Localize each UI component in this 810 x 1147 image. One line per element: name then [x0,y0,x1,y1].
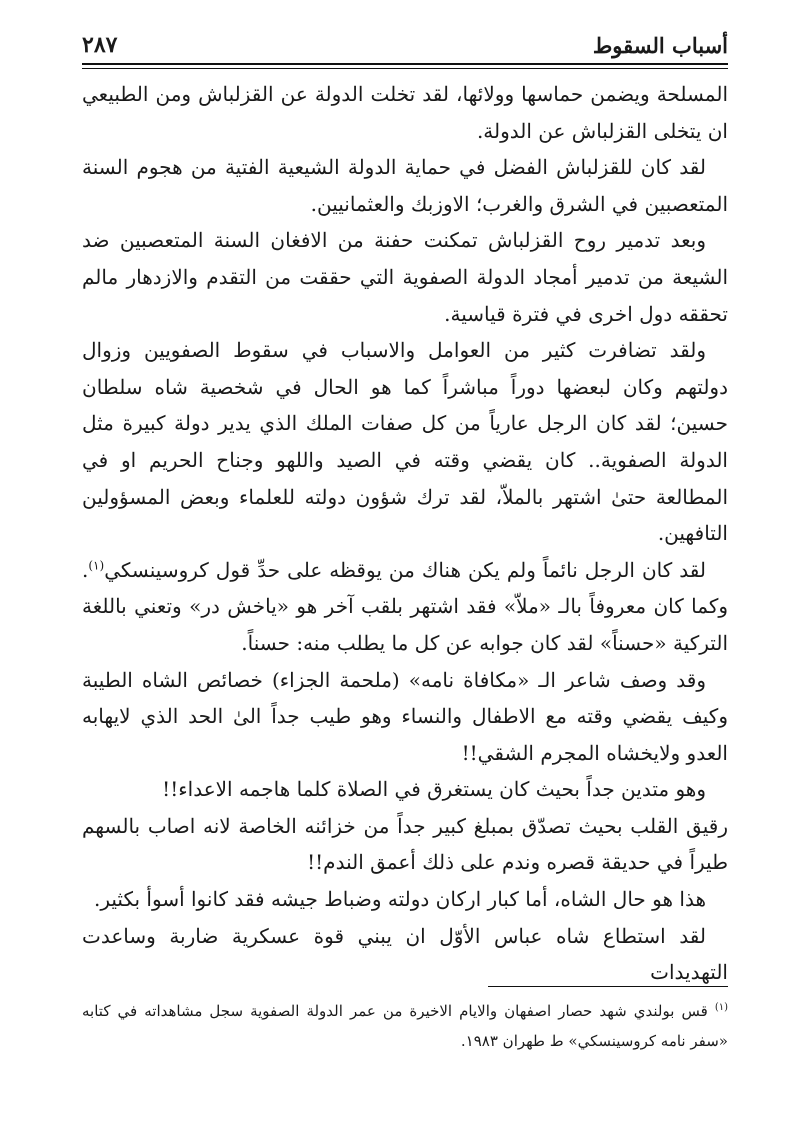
footnotes [82,996,728,1056]
paragraph-7: وهو متدين جداً بحيث كان يستغرق في الصلاة كلما هاجمه الاعداء!! [162,777,706,802]
paragraph-2: لقد كان للقزلباش الفضل في حماية الدولة الشيعية الفتية من هجوم السنة المتعصبين في الشرق والغرب؛ الاوزبك والعثمانيين. [82,155,728,216]
footnote-mark: (١) [714,1002,728,1013]
paragraph-4: ولقد تضافرت كثير من العوامل والاسباب في سقوط الصفويين وزوال دولتهم وكان لبعضها دوراً مباشراً كما هو الحال في شخصية شاه سلطان حسين؛ لقد كان الرجل عارياً من كل صفات الملك الذي يدير دولة كبيرة مثل الدولة الصفوية.. كان يقضي وقته في الصيد واللهو وجناح الحريم او في المطالعة حتىٰ اشتهر بالملاّ، لقد ترك شؤون دولته للعلماء وبعض المسؤولين التافهين. [82,338,728,546]
body-text [82,76,728,991]
paragraph-5-continuation: . وكما كان معروفاً بالـ «ملاّ» فقد اشتهر بلقب آخر هو «ياخش در» وتعني باللغة التركية «حسناً» لقد كان جوابه عن كل ما يطلب منه: حسناً. [82,557,728,655]
paragraph-5 [82,552,728,662]
paragraph-1: المسلحة ويضمن حماسها وولائها، لقد تخلت الدولة عن القزلباش ومن الطبيعي ان يتخلى القزلباش عن الدولة. [82,82,728,143]
footnote-separator [488,986,728,987]
running-header [82,28,728,58]
paragraph-9: هذا هو حال الشاه، أما كبار اركان دولته وضباط جيشه فقد كانوا أسوأ بكثير. [94,887,706,912]
page-number: ٢٨٧ [82,32,118,58]
paragraph-5-text: لقد كان الرجل نائماً ولم يكن هناك من يوقظه على حدِّ قول كروسينسكي [104,557,706,582]
footnote-reference[interactable]: (١) [88,558,105,573]
paragraph-8: رقيق القلب بحيث تصدّق بمبلغ كبير جداً من خزائنه الخاصة لانه اصاب بالسهم طيراً في حديقة قصره وندم على ذلك أعمق الندم!! [82,813,728,875]
paragraph-10: لقد استطاع شاه عباس الأوّل ان يبني قوة عسكرية ضاربة وساعدت التهديدات [82,923,728,985]
header-rule-thin [82,68,728,69]
header-rule-thick [82,63,728,65]
footnote-1-text: قس بولندي شهد حصار اصفهان والايام الاخيرة من عمر الدولة الصفوية سجل مشاهداته في كتابه «سفر نامه كروسينسكي» ط طهران ١٩٨٣. [82,1002,728,1050]
footnote-1 [82,996,728,1056]
paragraph-3: وبعد تدمير روح القزلباش تمكنت حفنة من الافغان السنة المتعصبين ضد الشيعة من تدمير أمجاد الدولة الصفوية التي حققت من التقدم والازدهار مالم تحققه دول اخرى في فترة قياسية. [82,228,728,326]
paragraph-6: وقد وصف شاعر الـ «مكافاة نامه» (ملحمة الجزاء) خصائص الشاه الطيبة وكيف يقضي وقته مع الاطفال والنساء وهو طيب جداً الىٰ الحد الذي لايهابه العدو ولايخشاه المجرم الشقي!! [82,667,728,765]
chapter-title: أسباب السقوط [592,33,728,58]
